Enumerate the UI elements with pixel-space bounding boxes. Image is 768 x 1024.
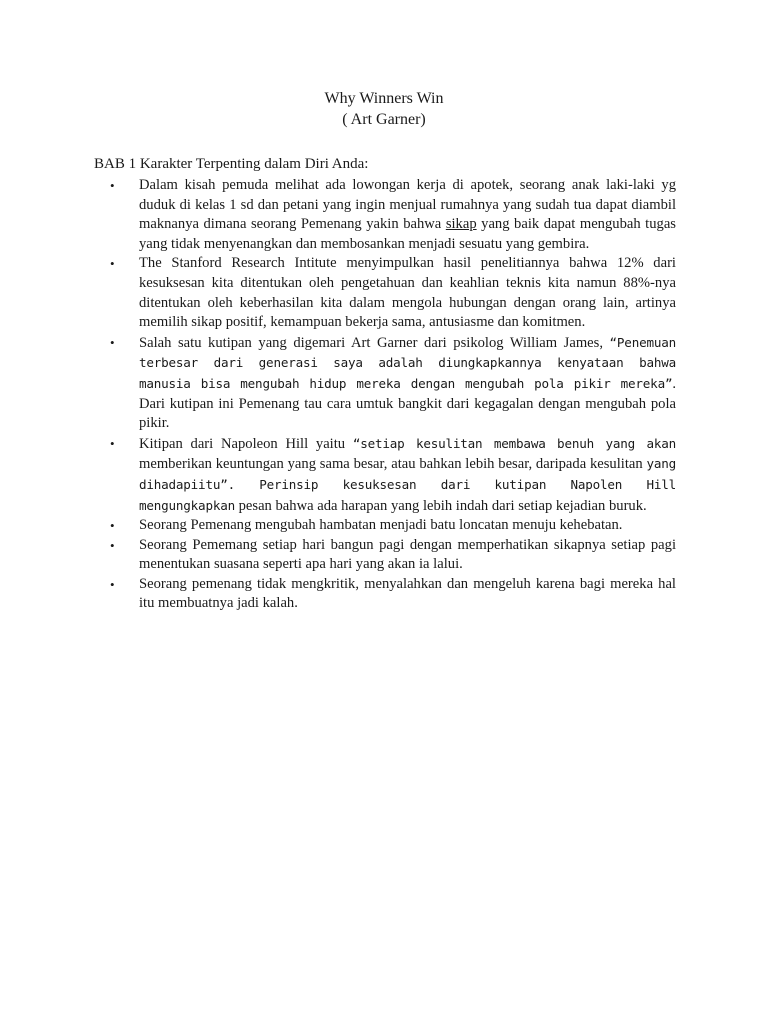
document-subtitle: ( Art Garner) bbox=[342, 111, 426, 128]
list-item bbox=[94, 575, 676, 614]
list-item-text bbox=[139, 335, 676, 431]
quote-text: “setiap kesulitan membawa benuh yang akan bbox=[352, 435, 676, 451]
text-run: Salah satu kutipan yang digemari Art Garner dari psikolog William James, bbox=[139, 334, 610, 351]
text-run: yang baik dapat mengubah tugas yang tidak menyenangkan dan membosankan menjadi sesuatu yang gembira. bbox=[139, 216, 676, 252]
list-item-text bbox=[139, 436, 676, 514]
list-item bbox=[94, 536, 676, 575]
document-title: Why Winners Win bbox=[324, 90, 444, 107]
list-item-text: Seorang Pemenang mengubah hambatan menjadi batu loncatan menuju kehebatan. bbox=[139, 517, 623, 534]
bullet-icon: • bbox=[110, 576, 115, 592]
bullet-list bbox=[94, 176, 676, 614]
quote-text: yang dihadapiitu”. Perinsip kesuksesan dari kutipan Napolen Hill mengungkapkan bbox=[139, 456, 676, 513]
list-item bbox=[94, 516, 676, 536]
title-block bbox=[0, 88, 768, 130]
list-item bbox=[94, 333, 676, 434]
bullet-icon: • bbox=[110, 518, 115, 534]
bullet-icon: • bbox=[110, 537, 115, 553]
list-item bbox=[94, 434, 676, 516]
list-item-text: Seorang pemenang tidak mengkritik, menyalahkan dan mengeluh karena bagi mereka hal itu membuatnya jadi kalah. bbox=[139, 575, 676, 612]
text-run: pesan bahwa ada harapan yang lebih indah dari setiap kejadian buruk. bbox=[234, 497, 647, 514]
bullet-icon: • bbox=[110, 256, 115, 272]
list-item-text: The Stanford Research Intitute menyimpulkan hasil penelitiannya bahwa 12% dari kesuksesan kita ditentukan oleh pengetahuan dan keahlian teknis kita namun 88%-nya ditentukan oleh keberhasilan kita dalam mengola hubungan dengan orang lain, artinya memilih sikap positif, kemampuan bekerja sama, antusiasme dan komitmen. bbox=[139, 255, 676, 331]
text-run: . Dari kutipan ini Pemenang tau cara umtuk bangkit dari kegagalan dengan mengubah pola pikir. bbox=[139, 375, 676, 432]
list-item bbox=[94, 254, 676, 332]
list-item-text: Seorang Pememang setiap hari bangun pagi dengan memperhatikan sikapnya setiap pagi menentukan suasana seperti apa hari yang akan ia lalui. bbox=[139, 536, 676, 573]
text-run: memberikan keuntungan yang sama besar, atau bahkan lebih besar, daripada kesulitan bbox=[139, 456, 647, 473]
quote-text: “Penemuan terbesar dari generasi saya adalah diungkapkannya kenyataan bahwa manusia bisa mengubah hidup mereka dengan mengubah pola pikir mereka” bbox=[139, 334, 676, 391]
bullet-icon: • bbox=[110, 435, 115, 451]
text-run: Dalam kisah pemuda melihat ada lowongan kerja di apotek, seorang anak laki-laki yg duduk di kelas 1 sd dan petani yang ingin menjual rumahnya yang sudah tua dapat diambil maknanya dimana seorang Pemenang yakin bahwa bbox=[139, 177, 676, 233]
underlined-word: sikap bbox=[445, 216, 477, 233]
list-item bbox=[94, 176, 676, 254]
list-item-text bbox=[139, 177, 676, 252]
text-run: Kitipan dari Napoleon Hill yaitu bbox=[139, 435, 353, 452]
bullet-icon: • bbox=[110, 178, 115, 193]
chapter-heading: BAB 1 Karakter Terpenting dalam Diri Anda: bbox=[94, 156, 369, 172]
bullet-icon: • bbox=[110, 334, 115, 350]
